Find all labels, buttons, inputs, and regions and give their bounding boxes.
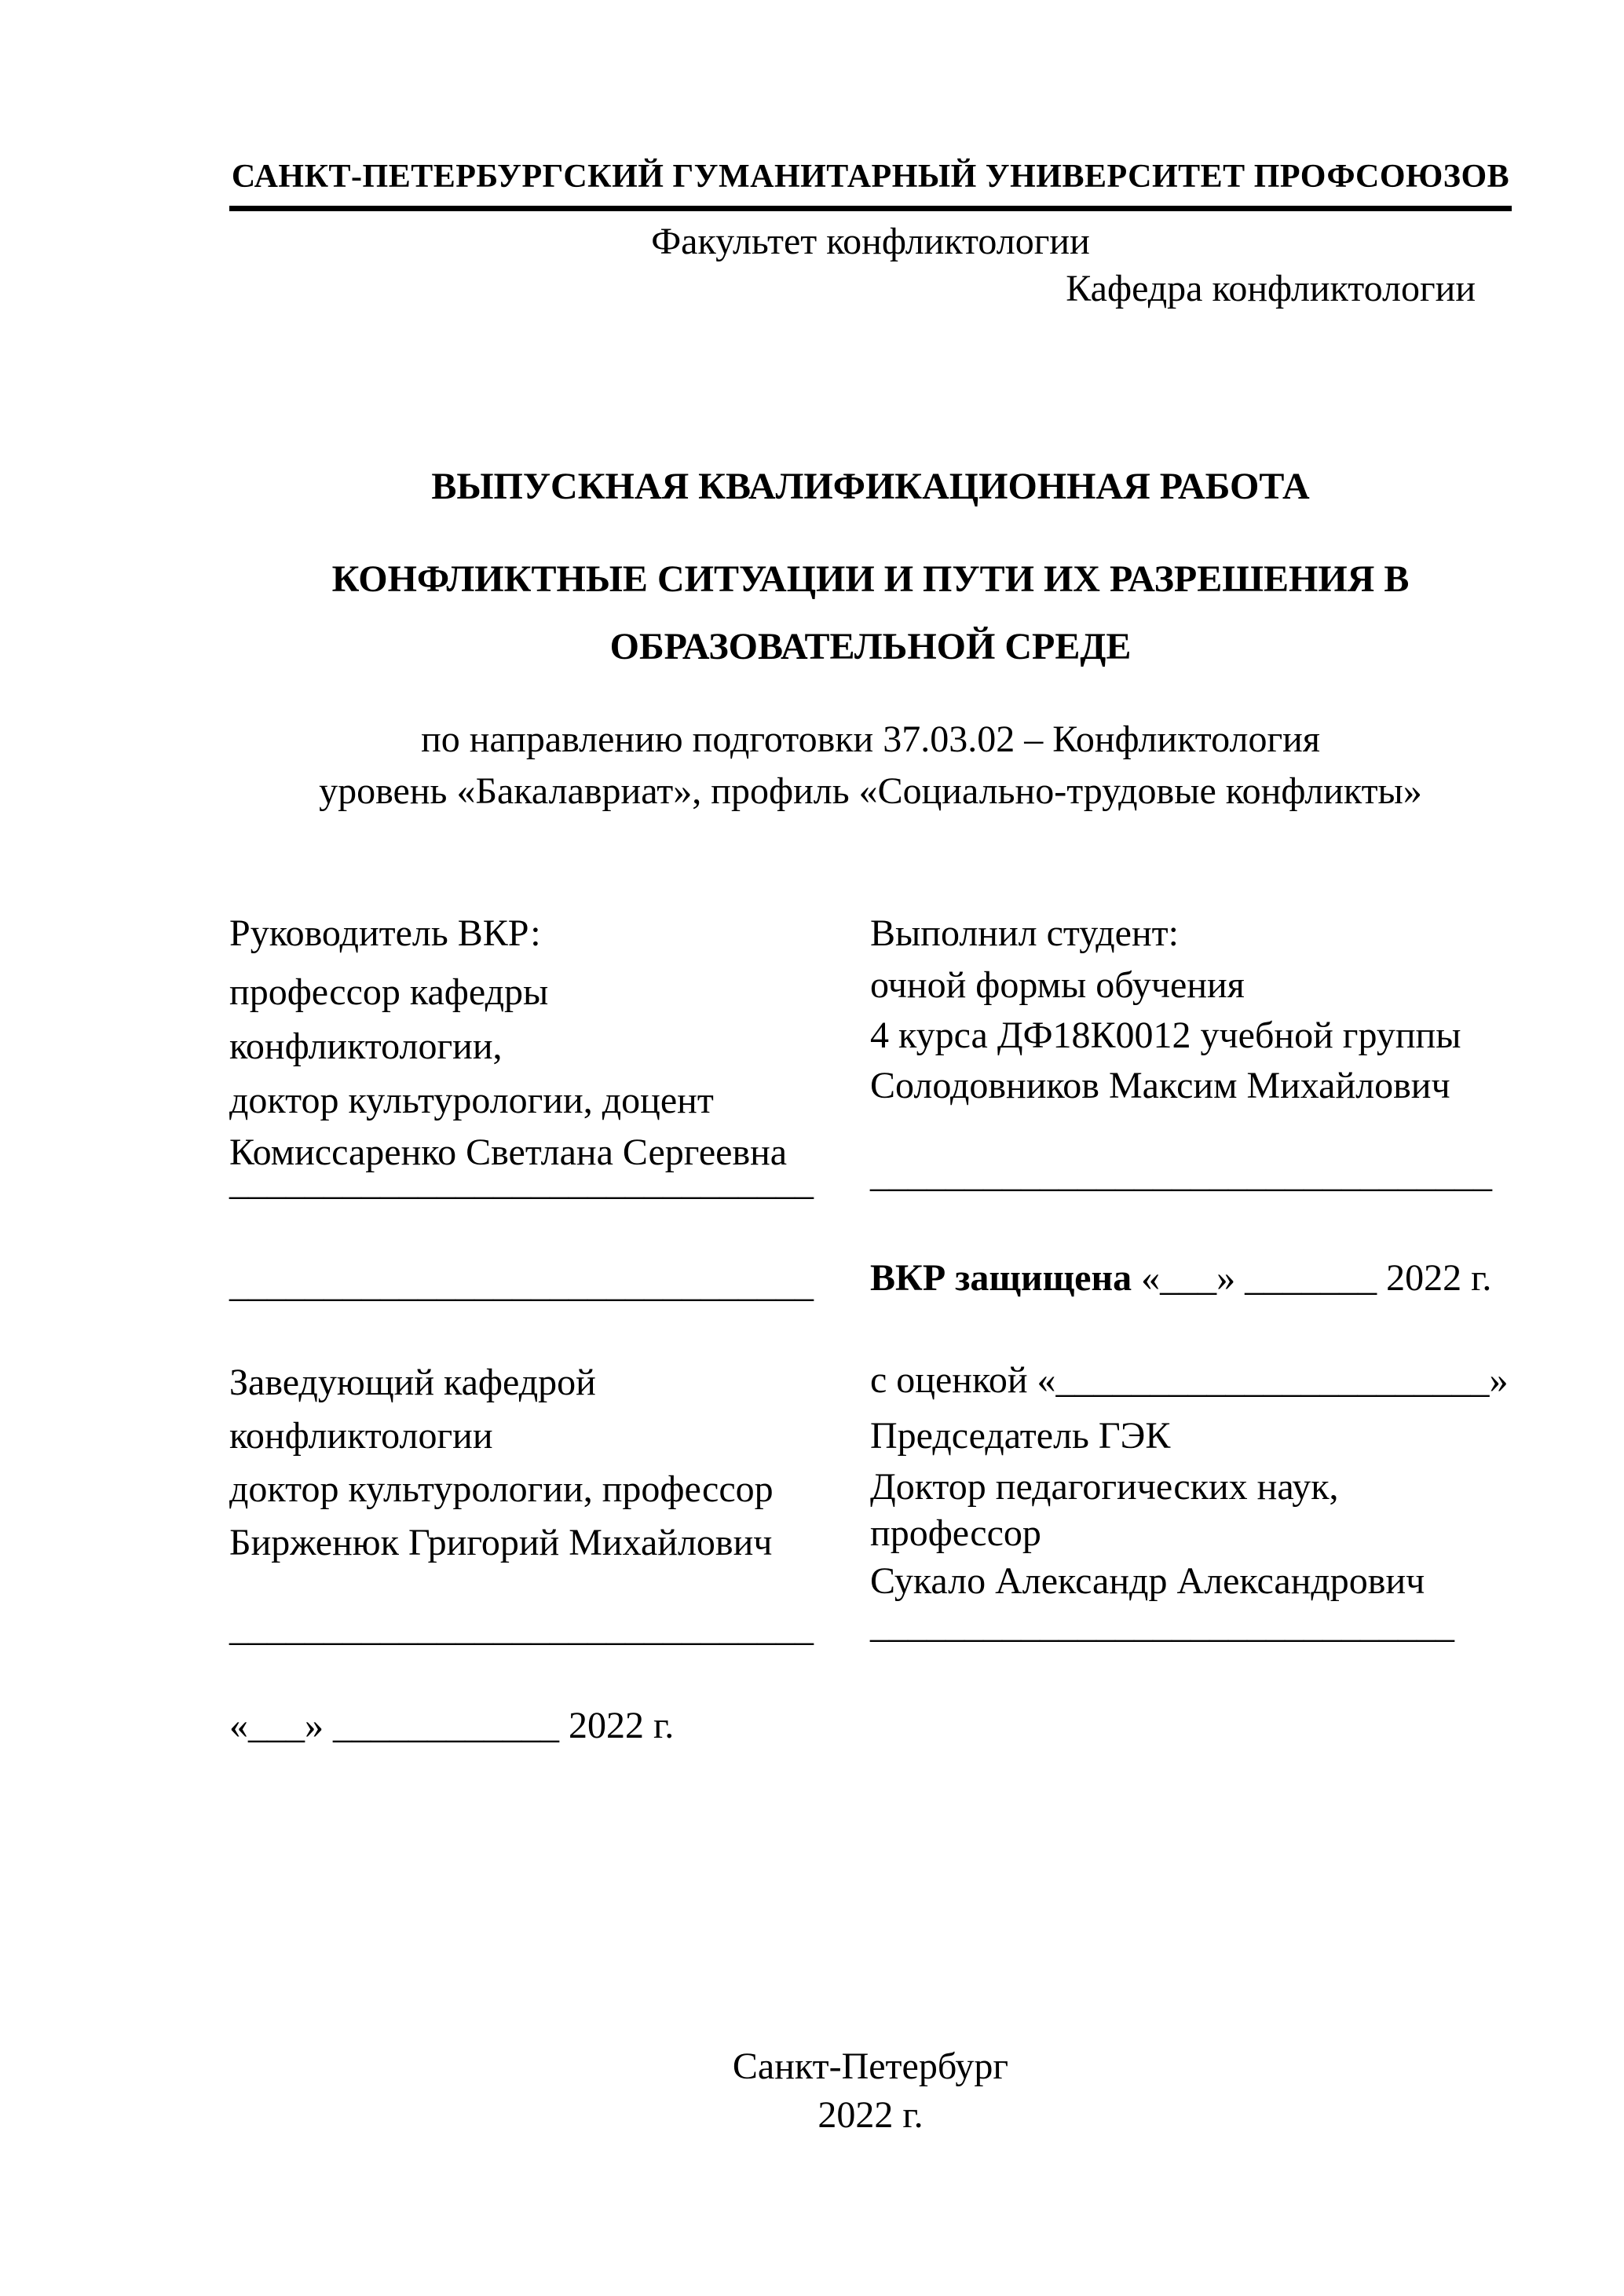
gek-chair-line-2: Доктор педагогических наук,	[870, 1466, 1339, 1508]
supervisor-heading: Руководитель ВКР:	[229, 912, 541, 954]
work-type-title: ВЫПУСКНАЯ КВАЛИФИКАЦИОННАЯ РАБОТА	[431, 466, 1310, 507]
university-name: САНКТ-ПЕТЕРБУРГСКИЙ ГУМАНИТАРНЫЙ УНИВЕРСИТЕТ ПРОФСОЮЗОВ	[231, 159, 1510, 195]
gek-chair-line-3: профессор	[870, 1512, 1041, 1554]
thesis-title-line-1: КОНФЛИКТНЫЕ СИТУАЦИИ И ПУТИ ИХ РАЗРЕШЕНИЯ В	[331, 558, 1410, 600]
department-line: Кафедра конфликтологии	[1066, 268, 1476, 309]
department-head-line-2: конфликтологии	[229, 1415, 493, 1457]
gek-chair-line-1: Председатель ГЭК	[870, 1415, 1171, 1457]
student-signature-line: _________________________________	[870, 1153, 1492, 1195]
supervisor-signature-line-2: _______________________________	[229, 1263, 814, 1305]
department-head-line-1: Заведующий кафедрой	[229, 1362, 596, 1403]
student-name: Солодовников Максим Михайлович	[870, 1065, 1450, 1106]
level-profile-line: уровень «Бакалавриат», профиль «Социально-трудовые конфликты»	[319, 770, 1422, 812]
supervisor-signature-line-1: _______________________________	[229, 1161, 814, 1203]
student-line-1: очной формы обучения	[870, 964, 1245, 1006]
student-line-2: 4 курса ДФ18К0012 учебной группы	[870, 1015, 1461, 1056]
gek-chair-signature-line: _______________________________	[870, 1604, 1454, 1646]
supervisor-position-line-1: профессор кафедры	[229, 971, 549, 1013]
faculty-line: Факультет конфликтологии	[651, 221, 1090, 262]
defense-date-blank: «___» _______ 2022 г.	[1141, 1257, 1492, 1299]
supervisor-name: Комиссаренко Светлана Сергеевна	[229, 1132, 788, 1173]
header-rule	[229, 206, 1512, 211]
supervisor-position-line-3: доктор культурологии, доцент	[229, 1080, 714, 1121]
defense-status-line	[870, 1256, 1530, 1300]
footer-year: 2022 г.	[817, 2094, 924, 2136]
defense-defended-label: ВКР защищена	[870, 1257, 1132, 1299]
footer-city: Санкт-Петербург	[732, 2046, 1009, 2087]
program-line: по направлению подготовки 37.03.02 – Конфликтология	[421, 718, 1320, 760]
gek-chair-name: Сукало Александр Александрович	[870, 1560, 1425, 1602]
thesis-title-line-2: ОБРАЗОВАТЕЛЬНОЙ СРЕДЕ	[609, 626, 1132, 667]
department-head-name: Бирженюк Григорий Михайлович	[229, 1522, 773, 1563]
supervisor-position-line-2: конфликтологии,	[229, 1026, 503, 1067]
department-head-line-3: доктор культурологии, профессор	[229, 1468, 774, 1510]
student-heading: Выполнил студент:	[870, 912, 1179, 954]
department-head-date-line: «___» ____________ 2022 г.	[229, 1705, 675, 1746]
defense-grade-line: с оценкой «_______________________»	[870, 1359, 1509, 1401]
department-head-signature-line: _______________________________	[229, 1607, 814, 1649]
